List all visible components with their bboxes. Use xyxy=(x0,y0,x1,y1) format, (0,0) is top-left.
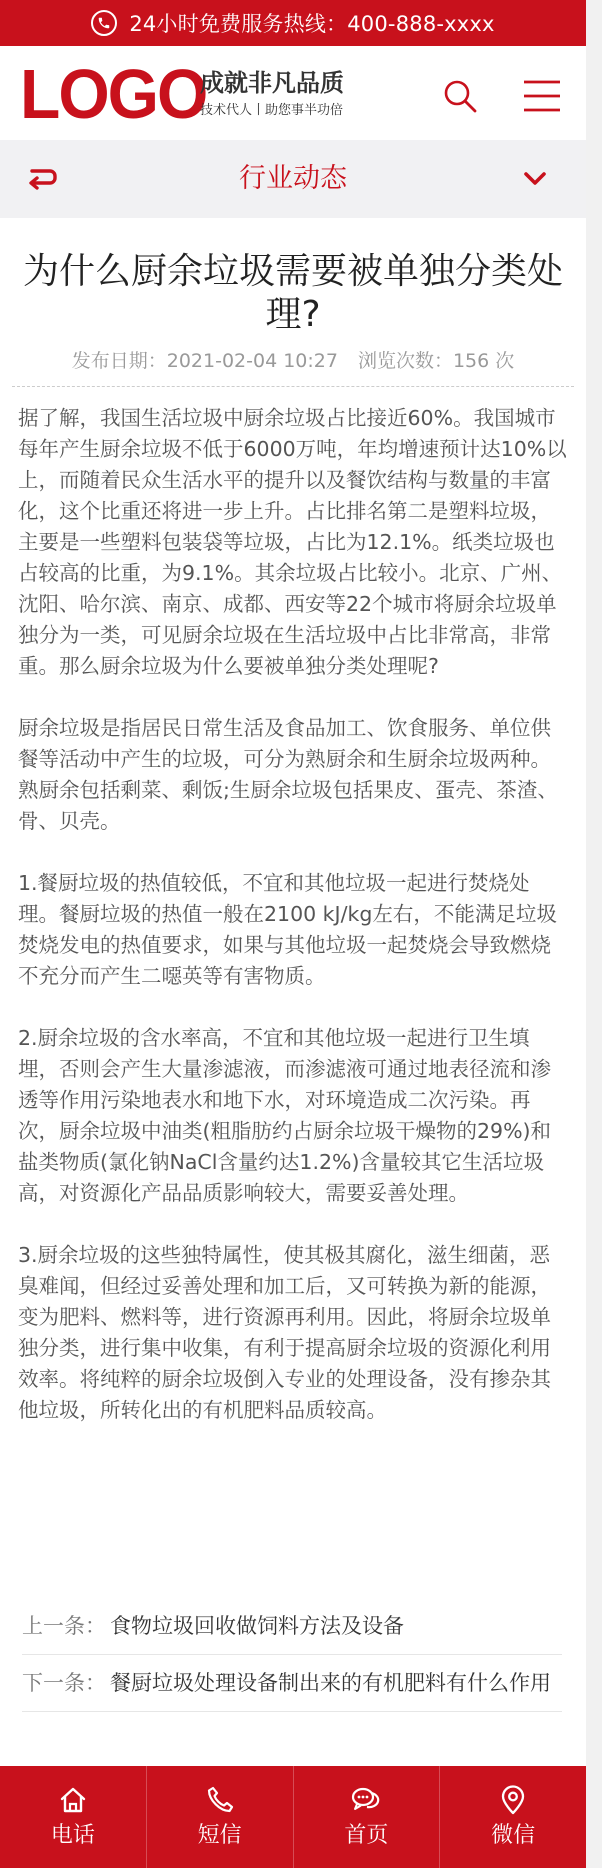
article-paragraph: 3.厨余垃圾的这些独特属性，使其极其腐化，滋生细菌，恶臭难闻，但经过妥善处理和加工后，又可转换为新的能源，变为肥料、燃料等，进行资源再利用。因此，将厨余垃圾单独分类，进行集中收集，有利于提高厨余垃圾的资源化利用效率。将纯粹的厨余垃圾倒入专业的处理设备，没有掺杂其他垃圾，所转化出的有机肥料品质较高。 xyxy=(18,1243,551,1422)
search-button[interactable] xyxy=(440,76,480,116)
category-toggle[interactable] xyxy=(520,164,550,194)
next-article xyxy=(22,1655,562,1712)
bottom-nav xyxy=(0,1766,586,1868)
nav-item-wechat[interactable] xyxy=(440,1766,586,1868)
back-arrow-icon xyxy=(26,162,60,196)
nav-item-phone[interactable] xyxy=(0,1766,147,1868)
nav-item-sms[interactable] xyxy=(147,1766,294,1868)
back-button[interactable] xyxy=(26,162,60,196)
chat-icon xyxy=(350,1784,382,1816)
scrollbar[interactable] xyxy=(586,0,602,1868)
article-title: 为什么厨余垃圾需要被单独分类处理? xyxy=(22,251,563,335)
logo-text: LOGO xyxy=(20,55,207,133)
slogan xyxy=(200,68,344,122)
nav-item-label: 短信 xyxy=(197,1823,242,1848)
menu-icon xyxy=(522,78,562,114)
slogan-main: 成就非凡品质 xyxy=(200,69,344,97)
chevron-down-icon xyxy=(520,164,550,194)
nav-item-label: 电话 xyxy=(50,1823,95,1848)
nav-item-label: 微信 xyxy=(491,1823,536,1848)
location-pin-icon xyxy=(497,1784,529,1816)
next-label: 下一条： xyxy=(22,1671,106,1695)
site-header xyxy=(0,46,586,140)
home-icon xyxy=(57,1784,89,1816)
prev-article xyxy=(22,1598,562,1655)
prev-article-link[interactable]: 食物垃圾回收做饲料方法及设备 xyxy=(110,1614,404,1638)
nav-item-home[interactable] xyxy=(294,1766,441,1868)
article-paragraph: 据了解，我国生活垃圾中厨余垃圾占比接近60%。我国城市每年产生厨余垃圾不低于6000万吨，年均增速预计达10%以上，而随着民众生活水平的提升以及餐饮结构与数量的丰富化，这个比重还将进一步上升。占比排名第二是塑料垃圾，主要是一些塑料包装袋等垃圾，占比为12.1%。纸类垃圾也占较高的比重，为9.1%。其余垃圾占比较小。北京、广州、沈阳、哈尔滨、南京、成都、西安等22个城市将厨余垃圾单独分为一类，可见厨余垃圾在生活垃圾中占比非常高，非常重。那么厨余垃圾为什么要被单独分类处理呢? xyxy=(18,406,567,678)
logo[interactable] xyxy=(20,55,207,133)
publish-date: 发布日期：2021-02-04 10:27 xyxy=(71,350,338,372)
category-title: 行业动态 xyxy=(239,163,347,194)
view-count: 浏览次数：156 次 xyxy=(357,350,515,372)
hotline-bar[interactable] xyxy=(0,0,586,46)
article-pager xyxy=(22,1598,562,1712)
nav-item-label: 首页 xyxy=(344,1823,389,1848)
hotline-text: 24小时免费服务热线：400-888-xxxx xyxy=(129,12,495,36)
article-paragraph: 2.厨余垃圾的含水率高，不宜和其他垃圾一起进行卫生填埋，否则会产生大量渗滤液，而渗滤液可通过地表径流和渗透等作用污染地表水和地下水，对环境造成二次污染。再次，厨余垃圾中油类(粗脂肪约占厨余垃圾干燥物的29%)和盐类物质(氯化钠NaCl含量约达1.2%)含量较其它生活垃圾高，对资源化产品品质影响较大，需要妥善处理。 xyxy=(18,1026,552,1205)
article-meta xyxy=(10,346,576,376)
prev-label: 上一条： xyxy=(22,1614,106,1638)
divider xyxy=(12,386,574,387)
article-paragraph: 厨余垃圾是指居民日常生活及食品加工、饮食服务、单位供餐等活动中产生的垃圾，可分为熟厨余和生厨余垃圾两种。熟厨余包括剩菜、剩饭;生厨余垃圾包括果皮、蛋壳、茶渣、骨、贝壳。 xyxy=(18,716,558,833)
category-bar xyxy=(0,140,586,218)
next-article-link[interactable]: 餐厨垃圾处理设备制出来的有机肥料有什么作用 xyxy=(110,1671,551,1695)
search-icon xyxy=(440,76,480,116)
slogan-sub: 技术代人丨助您事半功倍 xyxy=(200,103,344,118)
phone-icon xyxy=(204,1784,236,1816)
phone-icon xyxy=(91,10,117,36)
article-paragraph: 1.餐厨垃圾的热值较低，不宜和其他垃圾一起进行焚烧处理。餐厨垃圾的热值一般在2100 kJ/kg左右，不能满足垃圾焚烧发电的热值要求，如果与其他垃圾一起焚烧会导致燃烧不充分而产生二噁英等有害物质。 xyxy=(18,871,557,988)
menu-button[interactable] xyxy=(522,78,562,114)
article-body xyxy=(18,403,570,1457)
